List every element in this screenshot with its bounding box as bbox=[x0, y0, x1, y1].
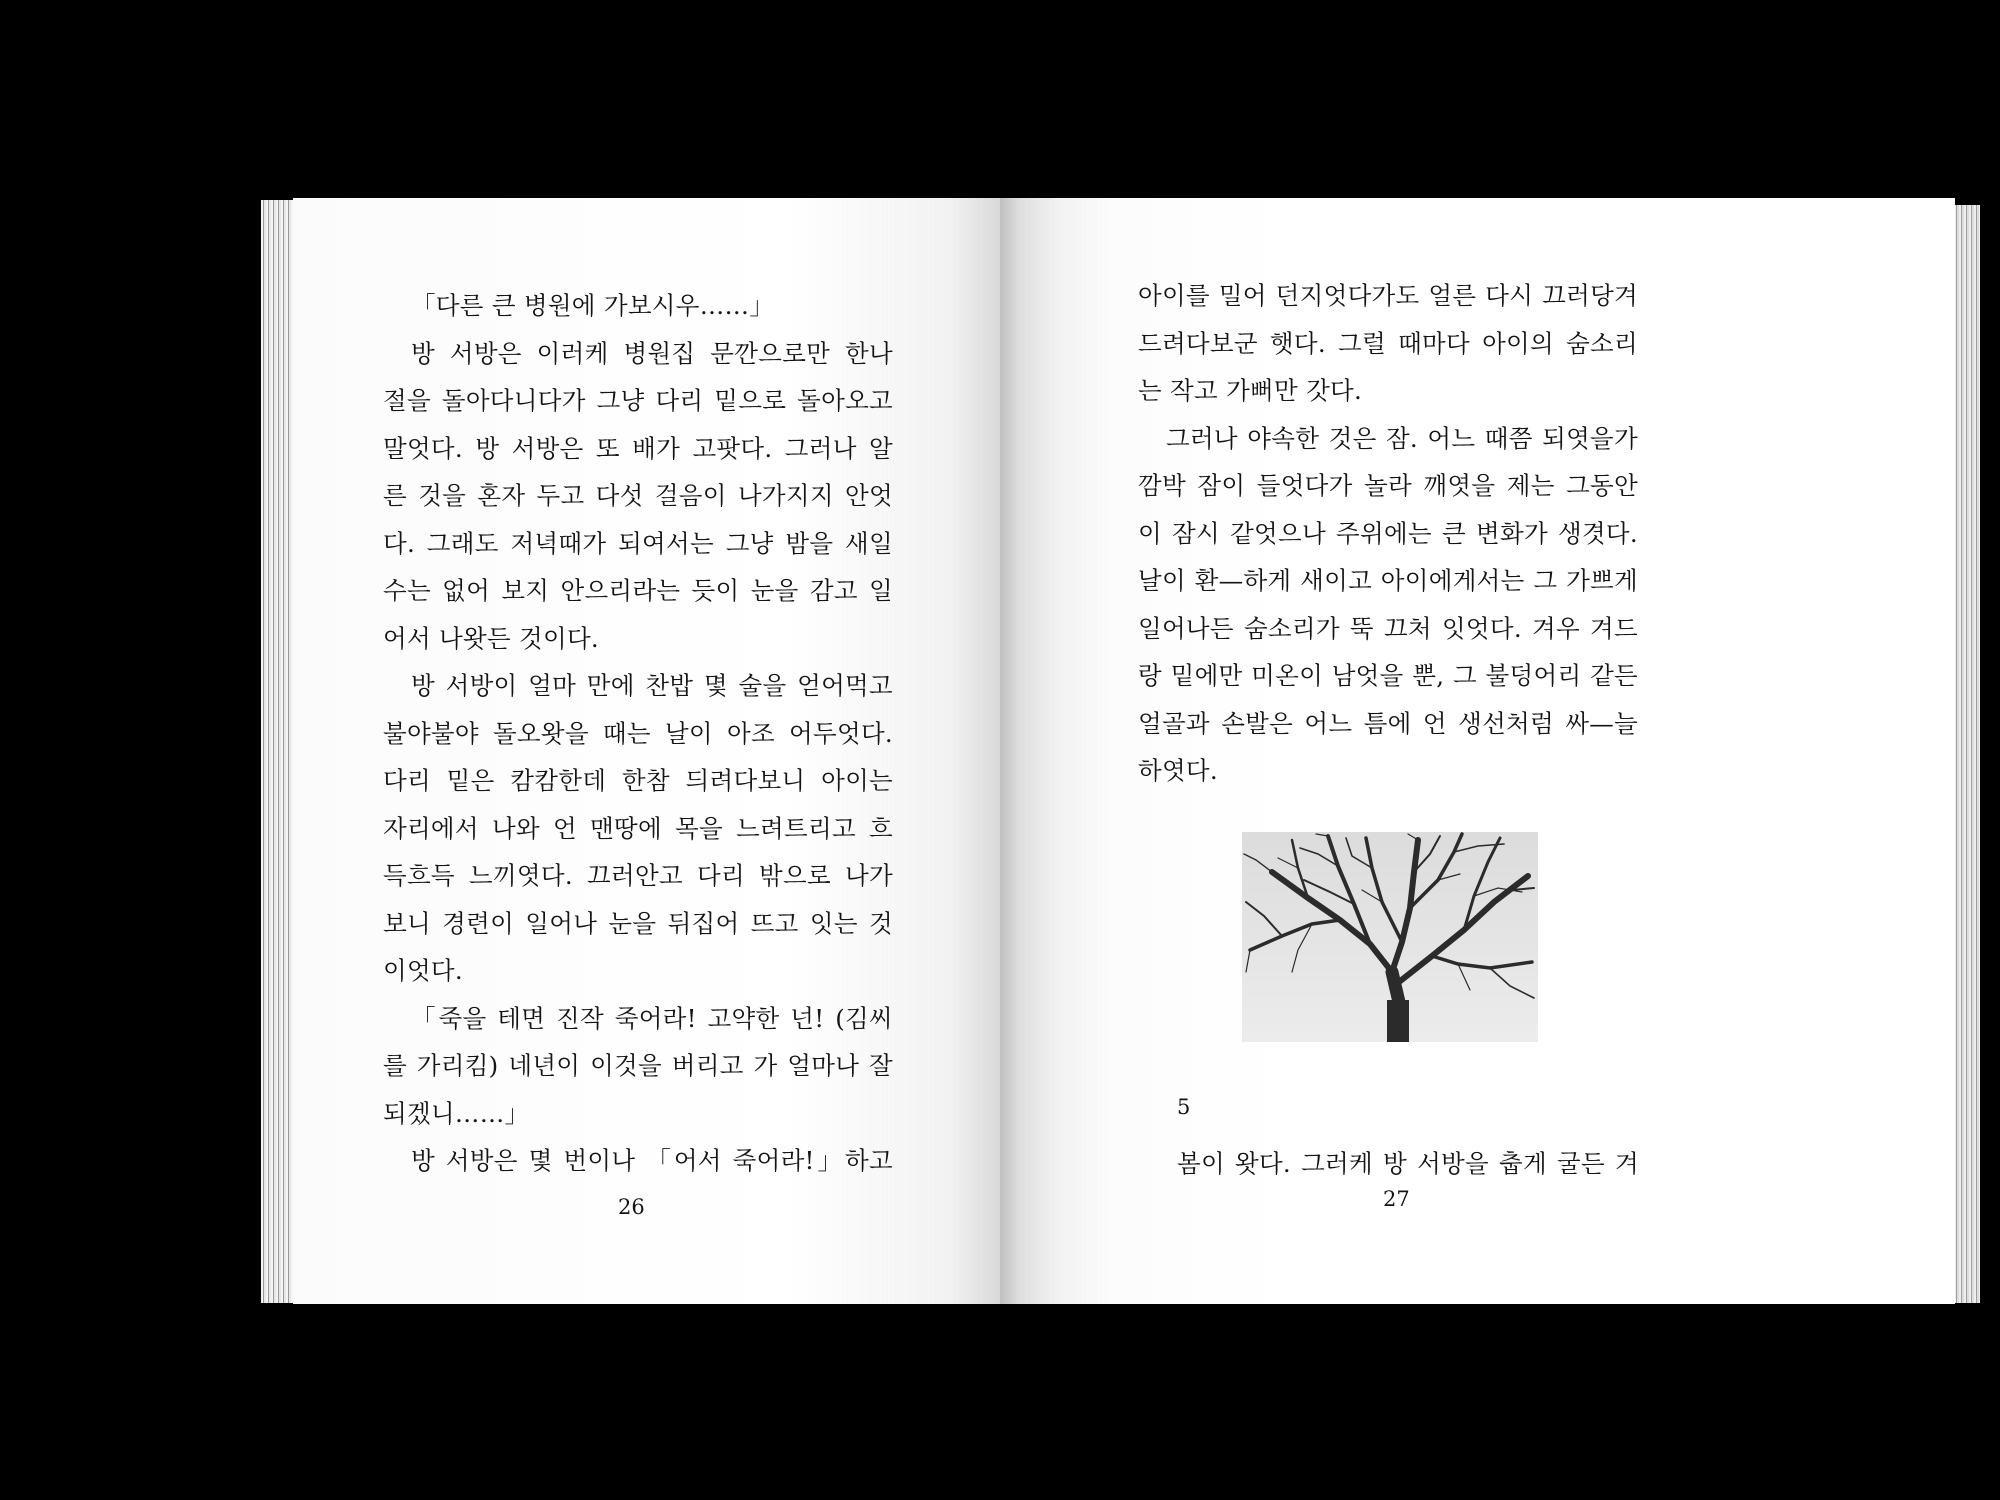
text-line: 절을 돌아다니다가 그냥 다리 밑으로 돌아오고 bbox=[383, 386, 893, 415]
text-line: 드려다보군 햇다. 그럴 때마다 아이의 숨소리 bbox=[1138, 328, 1638, 358]
text-line: 깜박 잠이 들엇다가 놀라 깨엿을 제는 그동안 bbox=[1138, 471, 1638, 500]
text-line: 이엇다. bbox=[383, 956, 463, 985]
tree-image bbox=[1242, 832, 1538, 1042]
text-line: 「다른 큰 병원에 가보시우……」 bbox=[411, 291, 775, 320]
section-number: 5 bbox=[1177, 1095, 1191, 1119]
page-number-left: 26 bbox=[618, 1195, 645, 1219]
text-line: 다리 밑은 캄캄한데 한참 듸려다보니 아이는 bbox=[383, 766, 893, 795]
text-line: 「죽을 테면 진작 죽어라! 고약한 넌! (김씨 bbox=[411, 1003, 893, 1033]
page-number-right: 27 bbox=[1383, 1187, 1410, 1211]
text-line: 수는 없어 보지 안으리라는 듯이 눈을 감고 일 bbox=[383, 576, 893, 605]
text-line: 아이를 밀어 던지엇다가도 얼른 다시 끄러당겨 bbox=[1138, 281, 1638, 310]
right-page bbox=[1000, 198, 1955, 1304]
text-line: 그러나 야속한 것은 잠. 어느 때쯤 되엿을가 bbox=[1166, 423, 1638, 453]
text-line: 방 서방이 얼마 만에 찬밥 몇 술을 얻어먹고 bbox=[411, 671, 893, 700]
text-line: 하엿다. bbox=[1138, 756, 1218, 785]
text-line: 른 것을 혼자 두고 다섯 걸음이 나가지지 안엇 bbox=[383, 481, 893, 510]
text-line: 자리에서 나와 언 맨땅에 목을 느려트리고 흐 bbox=[383, 813, 893, 843]
text-line: 일어나든 숨소리가 뚝 끄처 잇엇다. 겨우 겨드 bbox=[1138, 613, 1638, 643]
left-page-edges bbox=[261, 200, 297, 1303]
text-line: 되겠니……」 bbox=[383, 1098, 530, 1128]
text-line: 말엇다. 방 서방은 또 배가 고팟다. 그러나 알 bbox=[383, 433, 893, 463]
left-page bbox=[293, 198, 1000, 1304]
right-page-edges bbox=[1954, 205, 1980, 1303]
right-page-body bbox=[1138, 272, 1638, 795]
text-line: 득흐득 느끼엿다. 끄러안고 다리 밖으로 나가 bbox=[383, 861, 893, 890]
text-line: 얼골과 손발은 어느 틈에 언 생선처럼 싸—늘 bbox=[1138, 708, 1638, 738]
text-line: 보니 경련이 일어나 눈을 뒤집어 뜨고 잇는 것 bbox=[383, 908, 893, 938]
text-line: 다. 그래도 저녁때가 되여서는 그냥 밤을 새일 bbox=[383, 528, 893, 558]
text-line: 방 서방은 이러케 병원집 문깐으로만 한나 bbox=[411, 338, 893, 368]
text-line: 이 잠시 같엇으나 주위에는 큰 변화가 생겻다. bbox=[1138, 518, 1638, 548]
text-line: 날이 환—하게 새이고 아이에게서는 그 가쁘게 bbox=[1138, 566, 1638, 595]
bare-tree-illustration bbox=[1242, 832, 1538, 1042]
text-line: 봄이 왓다. 그러케 방 서방을 춥게 굴든 겨 bbox=[1177, 1149, 1639, 1178]
text-line: 어서 나왓든 것이다. bbox=[383, 623, 599, 653]
section-opening-line bbox=[1177, 1140, 1639, 1188]
text-line: 불야불야 돌오왓을 때는 날이 아조 어두엇다. bbox=[383, 718, 893, 748]
text-line: 방 서방은 몇 번이나 「어서 죽어라!」하고 bbox=[411, 1146, 893, 1175]
text-line: 는 작고 가뻐만 갓다. bbox=[1138, 376, 1363, 405]
text-line: 랑 밑에만 미온이 남엇을 뿐, 그 불덩어리 같든 bbox=[1138, 661, 1638, 690]
left-page-body bbox=[383, 282, 893, 1185]
text-line: 를 가리킴) 네년이 이것을 버리고 가 얼마나 잘 bbox=[383, 1051, 893, 1080]
